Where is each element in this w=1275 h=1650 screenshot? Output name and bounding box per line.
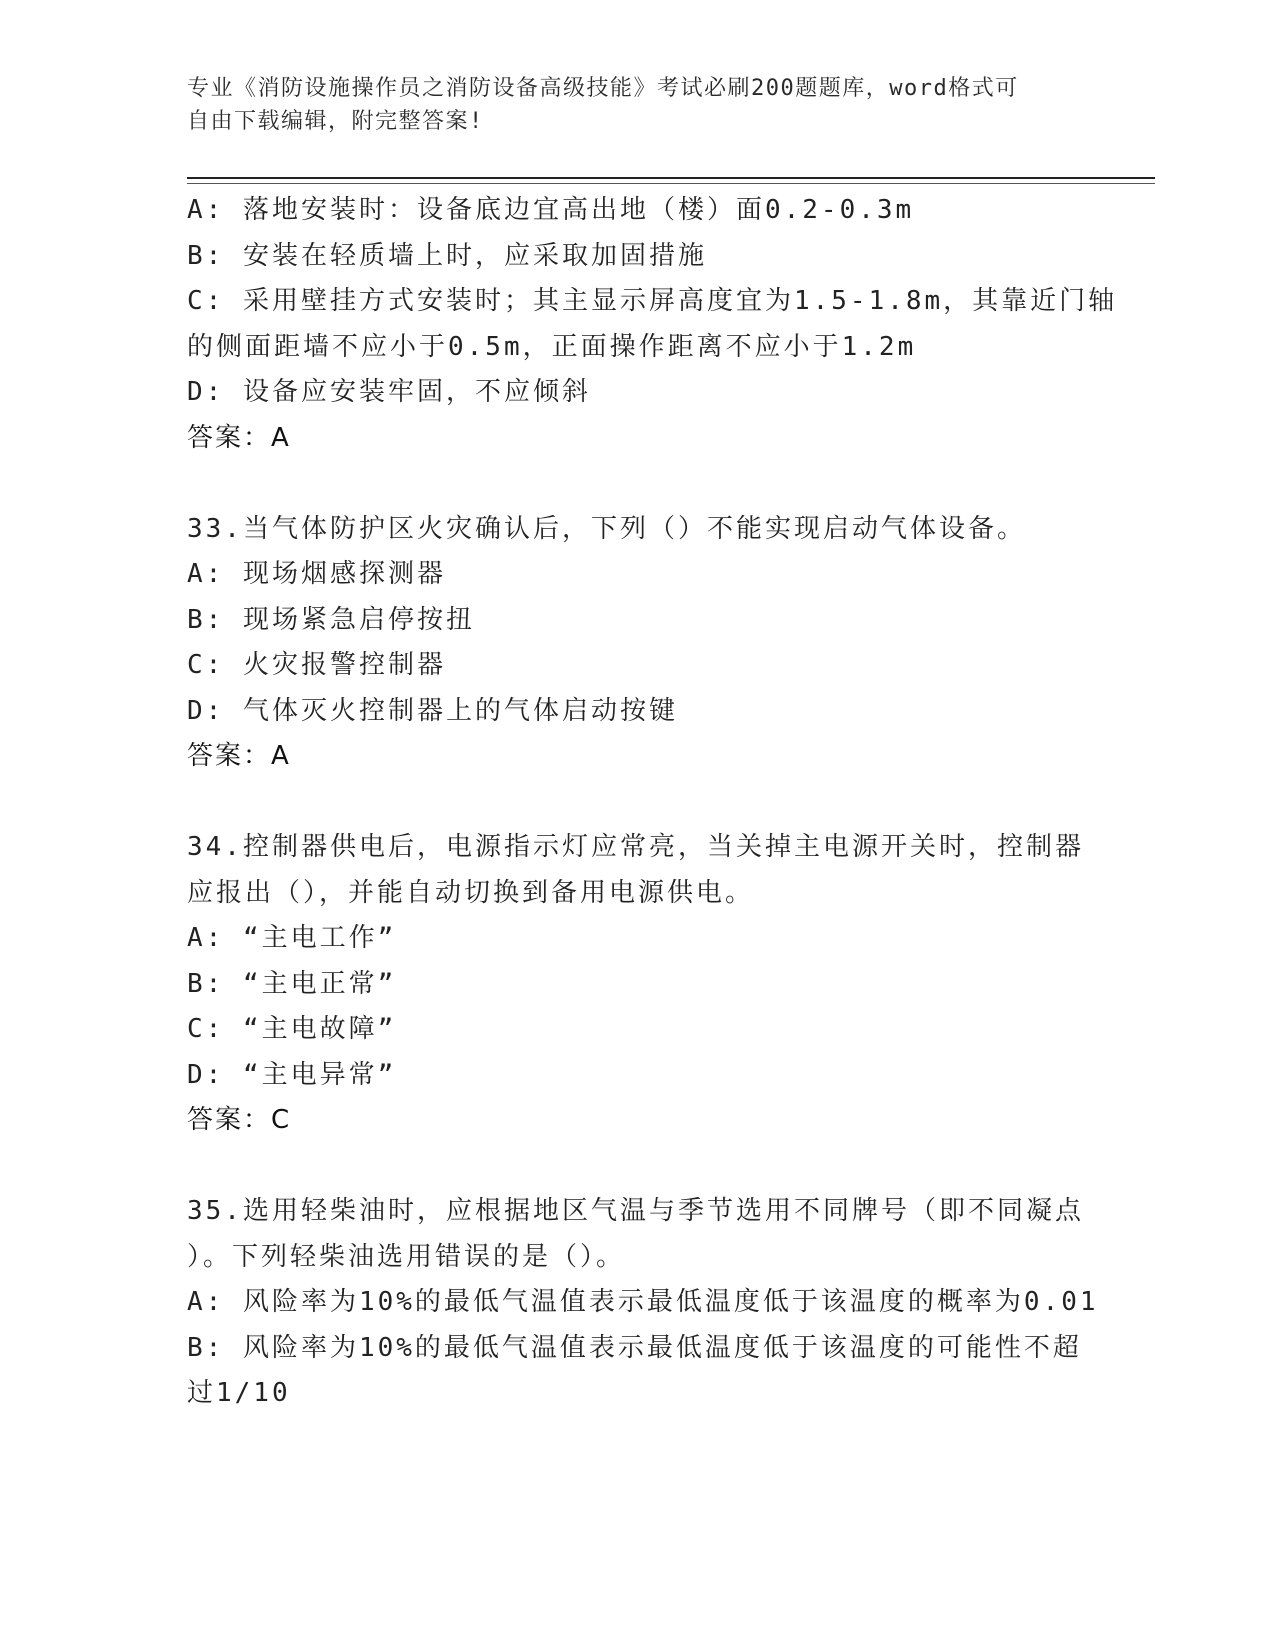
question-32-block bbox=[187, 188, 1118, 461]
header-line-2: 自由下载编辑，附完整答案! bbox=[187, 109, 484, 134]
question-34-block bbox=[187, 825, 1087, 1144]
document-header bbox=[187, 72, 1087, 138]
question-33-block bbox=[187, 507, 1087, 780]
q34-option-a: A: “主电工作” bbox=[187, 923, 397, 953]
q34-option-d: D: “主电异常” bbox=[187, 1059, 397, 1090]
header-divider-thick bbox=[187, 177, 1155, 179]
q32-answer: 答案：A bbox=[187, 422, 291, 453]
q34-stem-line-1: 34.控制器供电后，电源指示灯应常亮，当关掉主电源开关时，控制器 bbox=[187, 832, 1084, 862]
header-line-1: 专业《消防设施操作员之消防设备高级技能》考试必刷200题题库，word格式可 bbox=[187, 76, 1019, 101]
q33-stem: 33.当气体防护区火灾确认后，下列（）不能实现启动气体设备。 bbox=[187, 513, 1026, 544]
q34-stem-line-2: 应报出（），并能自动切换到备用电源供电。 bbox=[187, 877, 755, 908]
q34-option-c: C: “主电故障” bbox=[187, 1014, 397, 1044]
q34-answer: 答案：C bbox=[187, 1105, 292, 1135]
q33-option-b: B: 现场紧急启停按扭 bbox=[187, 604, 475, 635]
q35-stem-line-1: 35.选用轻柴油时，应根据地区气温与季节选用不同牌号（即不同凝点 bbox=[187, 1196, 1084, 1226]
q32-option-c-line-2: 的侧面距墙不应小于0.5m，正面操作距离不应小于1.2m bbox=[187, 331, 917, 362]
q33-answer: 答案：A bbox=[187, 741, 291, 771]
question-35-block bbox=[187, 1189, 1099, 1417]
q32-option-a: A: 落地安装时：设备底边宜高出地（楼）面0.2-0.3m bbox=[187, 195, 915, 225]
q35-option-b-line-1: B: 风险率为10%的最低气温值表示最低温度低于该温度的可能性不超 bbox=[187, 1332, 1082, 1363]
header-divider-thin bbox=[187, 183, 1155, 184]
q32-option-d: D: 设备应安装牢固，不应倾斜 bbox=[187, 377, 591, 407]
q33-option-a: A: 现场烟感探测器 bbox=[187, 559, 446, 589]
q32-option-b: B: 安装在轻质墙上时，应采取加固措施 bbox=[187, 240, 707, 271]
q35-option-a: A: 风险率为10%的最低气温值表示最低温度低于该温度的概率为0.01 bbox=[187, 1287, 1099, 1317]
q35-stem-line-2: ）。下列轻柴油选用错误的是（）。 bbox=[187, 1241, 626, 1272]
question-content bbox=[187, 188, 1118, 1417]
q33-option-c: C: 火灾报警控制器 bbox=[187, 650, 446, 680]
q34-option-b: B: “主电正常” bbox=[187, 968, 397, 999]
q35-option-b-line-2: 过1/10 bbox=[187, 1378, 291, 1408]
q32-option-c-line-1: C: 采用壁挂方式安装时；其主显示屏高度宜为1.5-1.8m，其靠近门轴 bbox=[187, 286, 1118, 316]
q33-option-d: D: 气体灭火控制器上的气体启动按键 bbox=[187, 695, 678, 726]
